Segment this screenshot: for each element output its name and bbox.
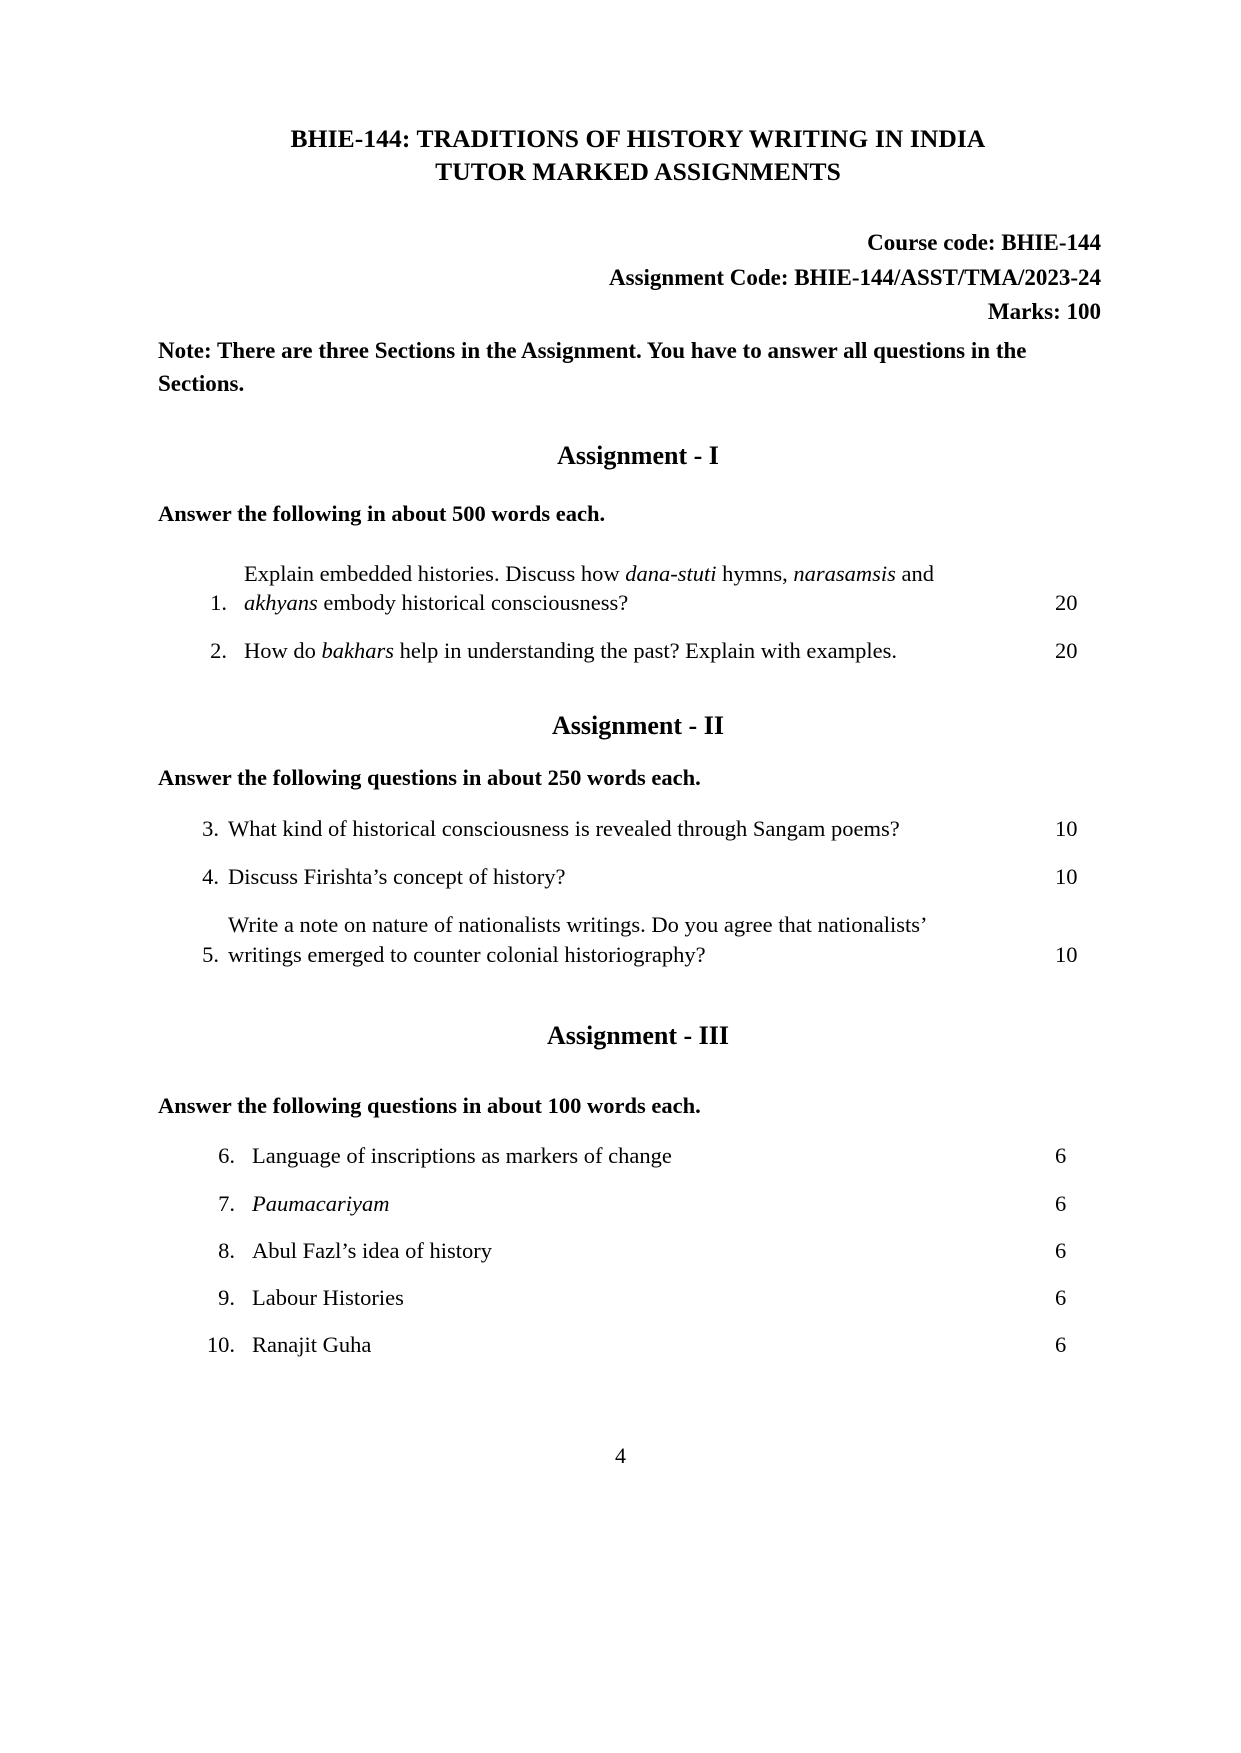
question-item-1 xyxy=(175,559,1101,618)
question-item-10 xyxy=(175,1330,1101,1359)
question-item-6 xyxy=(175,1141,1101,1170)
section-instruction-iii: Answer the following questions in about 100 words each. xyxy=(158,1092,701,1118)
question-list-iii xyxy=(175,1141,1101,1359)
question-text: Abul Fazl’s idea of history xyxy=(252,1237,492,1263)
assignment-code: Assignment Code: BHIE-144/ASST/TMA/2023-24 xyxy=(609,264,1101,290)
question-item-8 xyxy=(175,1236,1101,1265)
section-heading-i: Assignment - I xyxy=(557,440,719,470)
section-heading-ii: Assignment - II xyxy=(552,711,724,741)
question-item-2 xyxy=(175,636,1101,665)
question-line-1: Write a note on nature of nationalists writings. Do you agree that nationalists’ xyxy=(228,912,928,938)
section-instruction-i: Answer the following in about 500 words each. xyxy=(158,500,606,526)
q2-part-b: help in understanding the past? Explain with examples. xyxy=(394,638,898,664)
question-marks: 6 xyxy=(1055,1143,1067,1169)
q1-italic-dana-stuti: dana-stuti xyxy=(625,560,717,586)
question-number: 3. xyxy=(202,815,219,841)
q1-part-d: embody historical consciousness? xyxy=(317,589,629,615)
question-number: 8. xyxy=(218,1237,235,1263)
question-marks: 10 xyxy=(1055,941,1078,967)
question-number: 10. xyxy=(206,1332,235,1358)
question-number: 9. xyxy=(218,1285,235,1311)
page-title xyxy=(175,122,1101,188)
question-text xyxy=(244,636,1055,665)
question-marks: 6 xyxy=(1055,1332,1067,1358)
question-marks: 20 xyxy=(1055,589,1078,615)
question-line-2 xyxy=(244,590,628,615)
question-item-9 xyxy=(175,1283,1101,1312)
section-heading-iii: Assignment - III xyxy=(546,1020,730,1050)
question-item-4 xyxy=(175,862,1101,891)
total-marks: Marks: 100 xyxy=(987,299,1101,325)
course-code: Course code: BHIE-144 xyxy=(867,230,1101,256)
question-item-5 xyxy=(175,910,1101,969)
question-number: 2. xyxy=(210,638,227,664)
question-text: What kind of historical consciousness is revealed through Sangam poems? xyxy=(228,815,900,841)
assignment-note: Note: There are three Sections in the Assignment. You have to answer all questions in the Sections. xyxy=(158,337,1027,397)
question-text: Labour Histories xyxy=(252,1285,404,1311)
question-number: 6. xyxy=(218,1143,235,1169)
question-text xyxy=(252,1189,1055,1218)
q1-italic-akhyans: akhyans xyxy=(244,589,318,615)
title-line-2: TUTOR MARKED ASSIGNMENTS xyxy=(435,157,841,187)
question-item-7 xyxy=(175,1189,1101,1218)
q1-part-b: hymns, xyxy=(716,560,794,586)
question-text xyxy=(228,910,1055,969)
question-list-i xyxy=(175,559,1101,666)
title-line-1: BHIE-144: TRADITIONS OF HISTORY WRITING IN INDIA xyxy=(290,124,986,154)
question-marks: 10 xyxy=(1055,864,1078,890)
question-number: 5. xyxy=(202,941,219,967)
question-line-2: writings emerged to counter colonial historiography? xyxy=(228,941,706,967)
q2-italic-bakhars: bakhars xyxy=(321,638,394,664)
question-number: 4. xyxy=(202,864,219,890)
q1-part-c: and xyxy=(895,560,935,586)
question-number: 7. xyxy=(218,1190,235,1216)
question-item-3 xyxy=(175,814,1101,843)
assignment-meta xyxy=(175,226,1101,330)
question-text: Ranajit Guha xyxy=(252,1332,372,1358)
question-marks: 6 xyxy=(1055,1237,1067,1263)
question-marks: 10 xyxy=(1055,815,1078,841)
q1-italic-narasamsis: narasamsis xyxy=(793,560,896,586)
question-marks: 6 xyxy=(1055,1285,1067,1311)
question-number: 1. xyxy=(210,589,227,615)
question-text: Discuss Firishta’s concept of history? xyxy=(228,864,566,890)
q7-italic-paumacariyam: Paumacariyam xyxy=(252,1190,390,1216)
q2-part-a: How do xyxy=(244,638,322,664)
question-text xyxy=(244,559,1055,618)
section-instruction-ii: Answer the following questions in about 250 words each. xyxy=(158,765,701,791)
question-marks: 20 xyxy=(1055,638,1078,664)
question-text: Language of inscriptions as markers of change xyxy=(252,1143,672,1169)
page-number: 4 xyxy=(615,1443,626,1468)
question-list-ii xyxy=(175,814,1101,969)
q1-part-a: Explain embedded histories. Discuss how xyxy=(244,560,626,586)
question-marks: 6 xyxy=(1055,1190,1067,1216)
question-line-1 xyxy=(244,559,1055,588)
